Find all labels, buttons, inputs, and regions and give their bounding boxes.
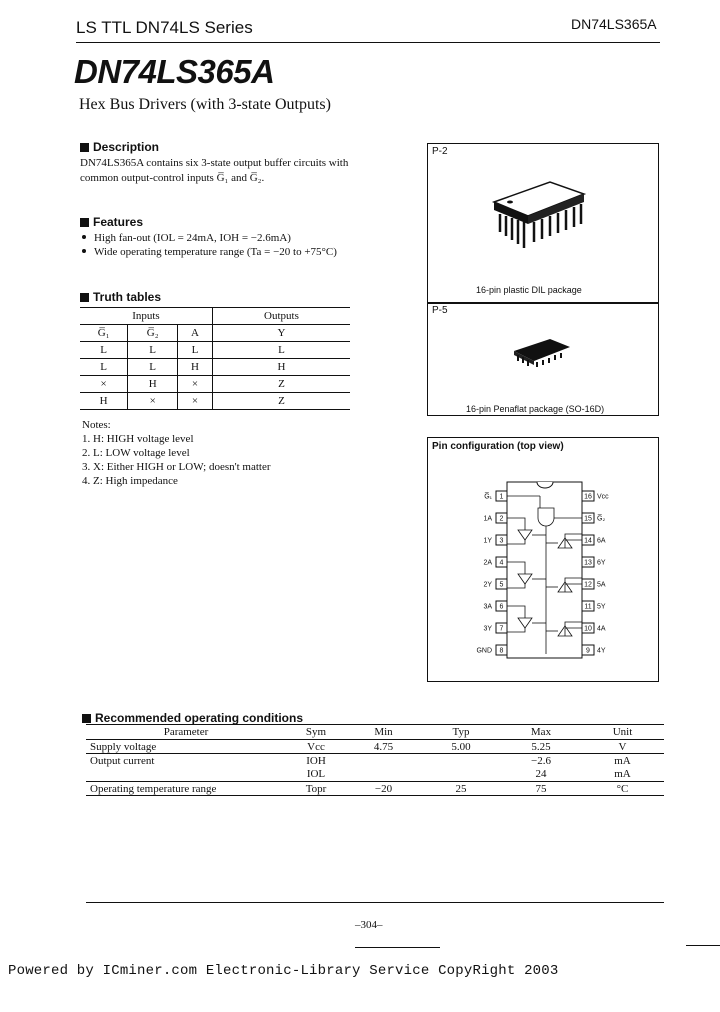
table-cell: Operating temperature range [86, 782, 286, 796]
table-row [86, 740, 664, 754]
table-cell: L [178, 342, 213, 359]
bullet-square-icon [80, 218, 89, 227]
table-cell: 4.75 [373, 740, 394, 753]
feature-item [80, 245, 337, 259]
note-item: 4. Z: High impedance [82, 475, 178, 487]
pin-number-right: 15 [584, 515, 592, 523]
description-body [80, 156, 400, 186]
pin-number-left: 5 [499, 581, 504, 589]
table-cell: mA [614, 754, 631, 767]
page-subtitle: Hex Bus Drivers (with 3-state Outputs) [79, 96, 331, 113]
table-cell [421, 754, 501, 768]
table-cell: 5.00 [451, 740, 471, 753]
notes [82, 418, 271, 488]
pin-number-left: 4 [499, 559, 504, 567]
table-row [80, 376, 350, 393]
pin-name-right: G̅₂ [597, 515, 606, 523]
pin-number-left: 7 [499, 625, 504, 633]
description-line: DN74LS365A contains six 3-state output buffer circuits with [80, 157, 349, 169]
pin-name-left: 3A [483, 603, 492, 611]
table-cell: °C [581, 782, 664, 796]
feature-text: High fan-out (IOL = 24mA, IOH = −2.6mA) [94, 232, 291, 244]
recommended-table [86, 724, 664, 796]
table-cell: H [178, 359, 213, 376]
pin-name-left: 1Y [483, 537, 492, 545]
table-cell: × [128, 393, 178, 410]
description-heading-label: Description [93, 140, 160, 154]
table-row [80, 342, 350, 359]
note-item: 3. X: Either HIGH or LOW; doesn't matter [82, 461, 271, 473]
table-cell: × [80, 376, 128, 393]
table-cell: L [128, 359, 178, 376]
table-cell: Vcc [307, 740, 325, 753]
pin-number-right: 13 [584, 559, 592, 567]
powered-by-banner: Powered by ICminer.com Electronic-Library Service CopyRight 2003 [8, 963, 559, 979]
inputs-group-header: Inputs [80, 308, 212, 325]
pin-number-right: 12 [584, 581, 592, 589]
pin-name-right: 6Y [597, 559, 606, 567]
features-list [80, 231, 337, 259]
page-title: DN74LS365A [74, 53, 275, 90]
bullet-square-icon [82, 714, 91, 723]
pin-number-right: 16 [584, 493, 592, 501]
col-header: Min [346, 725, 421, 740]
feature-item [80, 231, 337, 245]
table-cell: L [128, 342, 178, 359]
pin-number-left: 1 [499, 493, 504, 501]
ic-notch [537, 482, 553, 488]
footer-line [355, 947, 440, 948]
table-cell: × [178, 376, 213, 393]
outputs-group-header: Outputs [212, 308, 350, 325]
dil-package-icon [480, 180, 590, 255]
recommended-heading-label: Recommended operating conditions [95, 711, 304, 725]
table-cell: L [80, 342, 128, 359]
col-header: G̅₁ [80, 325, 128, 342]
footer-rule [86, 902, 664, 903]
table-cell: H [212, 359, 350, 376]
col-header: A [178, 325, 213, 342]
col-header: G̅₂ [128, 325, 178, 342]
table-cell: L [212, 342, 350, 359]
pin-number-right: 11 [584, 603, 592, 611]
flat-package-icon [510, 335, 574, 371]
table-row [86, 754, 664, 768]
truth-heading-label: Truth tables [93, 290, 162, 304]
pin-name-right: 6A [597, 537, 606, 545]
pin-name-left: 1A [483, 515, 492, 523]
table-row [86, 782, 664, 796]
pin-number-right: 14 [584, 537, 592, 545]
table-row [80, 393, 350, 410]
col-header: Sym [286, 725, 346, 740]
notes-title: Notes: [82, 419, 111, 431]
pin-name-right: 5A [597, 581, 606, 589]
table-cell: V [618, 740, 627, 753]
package-p2-caption: 16-pin plastic DIL package [476, 285, 582, 295]
bullet-dot-icon [82, 249, 86, 253]
pin-name-right: 4Y [597, 647, 606, 655]
table-cell: Supply voltage [90, 740, 157, 753]
table-cell [421, 768, 501, 782]
table-cell: Z [212, 393, 350, 410]
note-item: 1. H: HIGH voltage level [82, 433, 194, 445]
truth-heading [80, 290, 161, 304]
pin-name-left: 2Y [483, 581, 492, 589]
table-cell: −20 [346, 782, 421, 796]
table-cell: 75 [501, 782, 581, 796]
bullet-square-icon [80, 293, 89, 302]
series-title: LS TTL DN74LS Series [76, 18, 253, 37]
pin-name-left: 3Y [483, 625, 492, 633]
table-cell: L [80, 359, 128, 376]
truth-column-row [80, 325, 350, 342]
pin-diagram [470, 478, 620, 663]
col-header: Max [501, 725, 581, 740]
description-heading [80, 140, 159, 154]
package-p2-label: P-2 [432, 146, 448, 157]
package-p5-label: P-5 [432, 305, 448, 316]
truth-table [80, 307, 350, 410]
pin-name-right: Vcc [597, 493, 609, 501]
table-cell: H [128, 376, 178, 393]
table-cell: IOH [306, 754, 326, 767]
table-cell: Z [212, 376, 350, 393]
table-cell: −2.6 [531, 754, 551, 767]
col-header: Y [212, 325, 350, 342]
note-item: 2. L: LOW voltage level [82, 447, 190, 459]
table-cell: IOL [306, 768, 326, 781]
pin-config-heading: Pin configuration (top view) [432, 441, 564, 452]
bullet-dot-icon [82, 235, 86, 239]
col-header: Unit [581, 725, 664, 740]
table-cell [346, 754, 421, 768]
header-rule [76, 42, 660, 43]
recommended-heading [82, 711, 303, 725]
table-cell: mA [614, 768, 631, 781]
table-cell [346, 768, 421, 782]
part-code: DN74LS365A [571, 16, 657, 32]
footer-line [686, 945, 720, 946]
truth-group-row [80, 308, 350, 325]
table-cell: H [80, 393, 128, 410]
features-heading [80, 215, 143, 229]
table-row [86, 768, 664, 782]
col-header: Parameter [86, 725, 286, 740]
pin-name-left: GND [476, 647, 492, 655]
pin-number-left: 3 [499, 537, 504, 545]
page-number: –304– [355, 919, 383, 931]
pin-number-left: 8 [499, 647, 504, 655]
pin-number-left: 2 [499, 515, 504, 523]
pin-name-left: 2A [483, 559, 492, 567]
pin-number-left: 6 [499, 603, 504, 611]
table-cell: × [191, 395, 199, 407]
pin-name-left: G̅₁ [484, 493, 492, 501]
pin-number-right: 9 [586, 647, 590, 655]
table-cell: 5.25 [531, 740, 551, 753]
pin-name-right: 4A [597, 625, 606, 633]
table-cell: Output current [90, 754, 155, 767]
table-cell: 25 [421, 782, 501, 796]
pin-name-right: 5Y [597, 603, 606, 611]
feature-text: Wide operating temperature range (Ta = −20 to +75°C) [94, 246, 337, 258]
table-cell [86, 768, 286, 782]
col-header: Typ [421, 725, 501, 740]
description-line: common output-control inputs G̅₁ and G̅₂. [80, 172, 265, 184]
pin-number-right: 10 [584, 625, 592, 633]
table-cell: 24 [535, 768, 547, 781]
table-header-row [86, 725, 664, 740]
package-p5-caption: 16-pin Penaflat package (SO-16D) [466, 404, 605, 414]
features-heading-label: Features [93, 215, 144, 229]
table-row [80, 359, 350, 376]
table-cell: Topr [286, 782, 346, 796]
bullet-square-icon [80, 143, 89, 152]
